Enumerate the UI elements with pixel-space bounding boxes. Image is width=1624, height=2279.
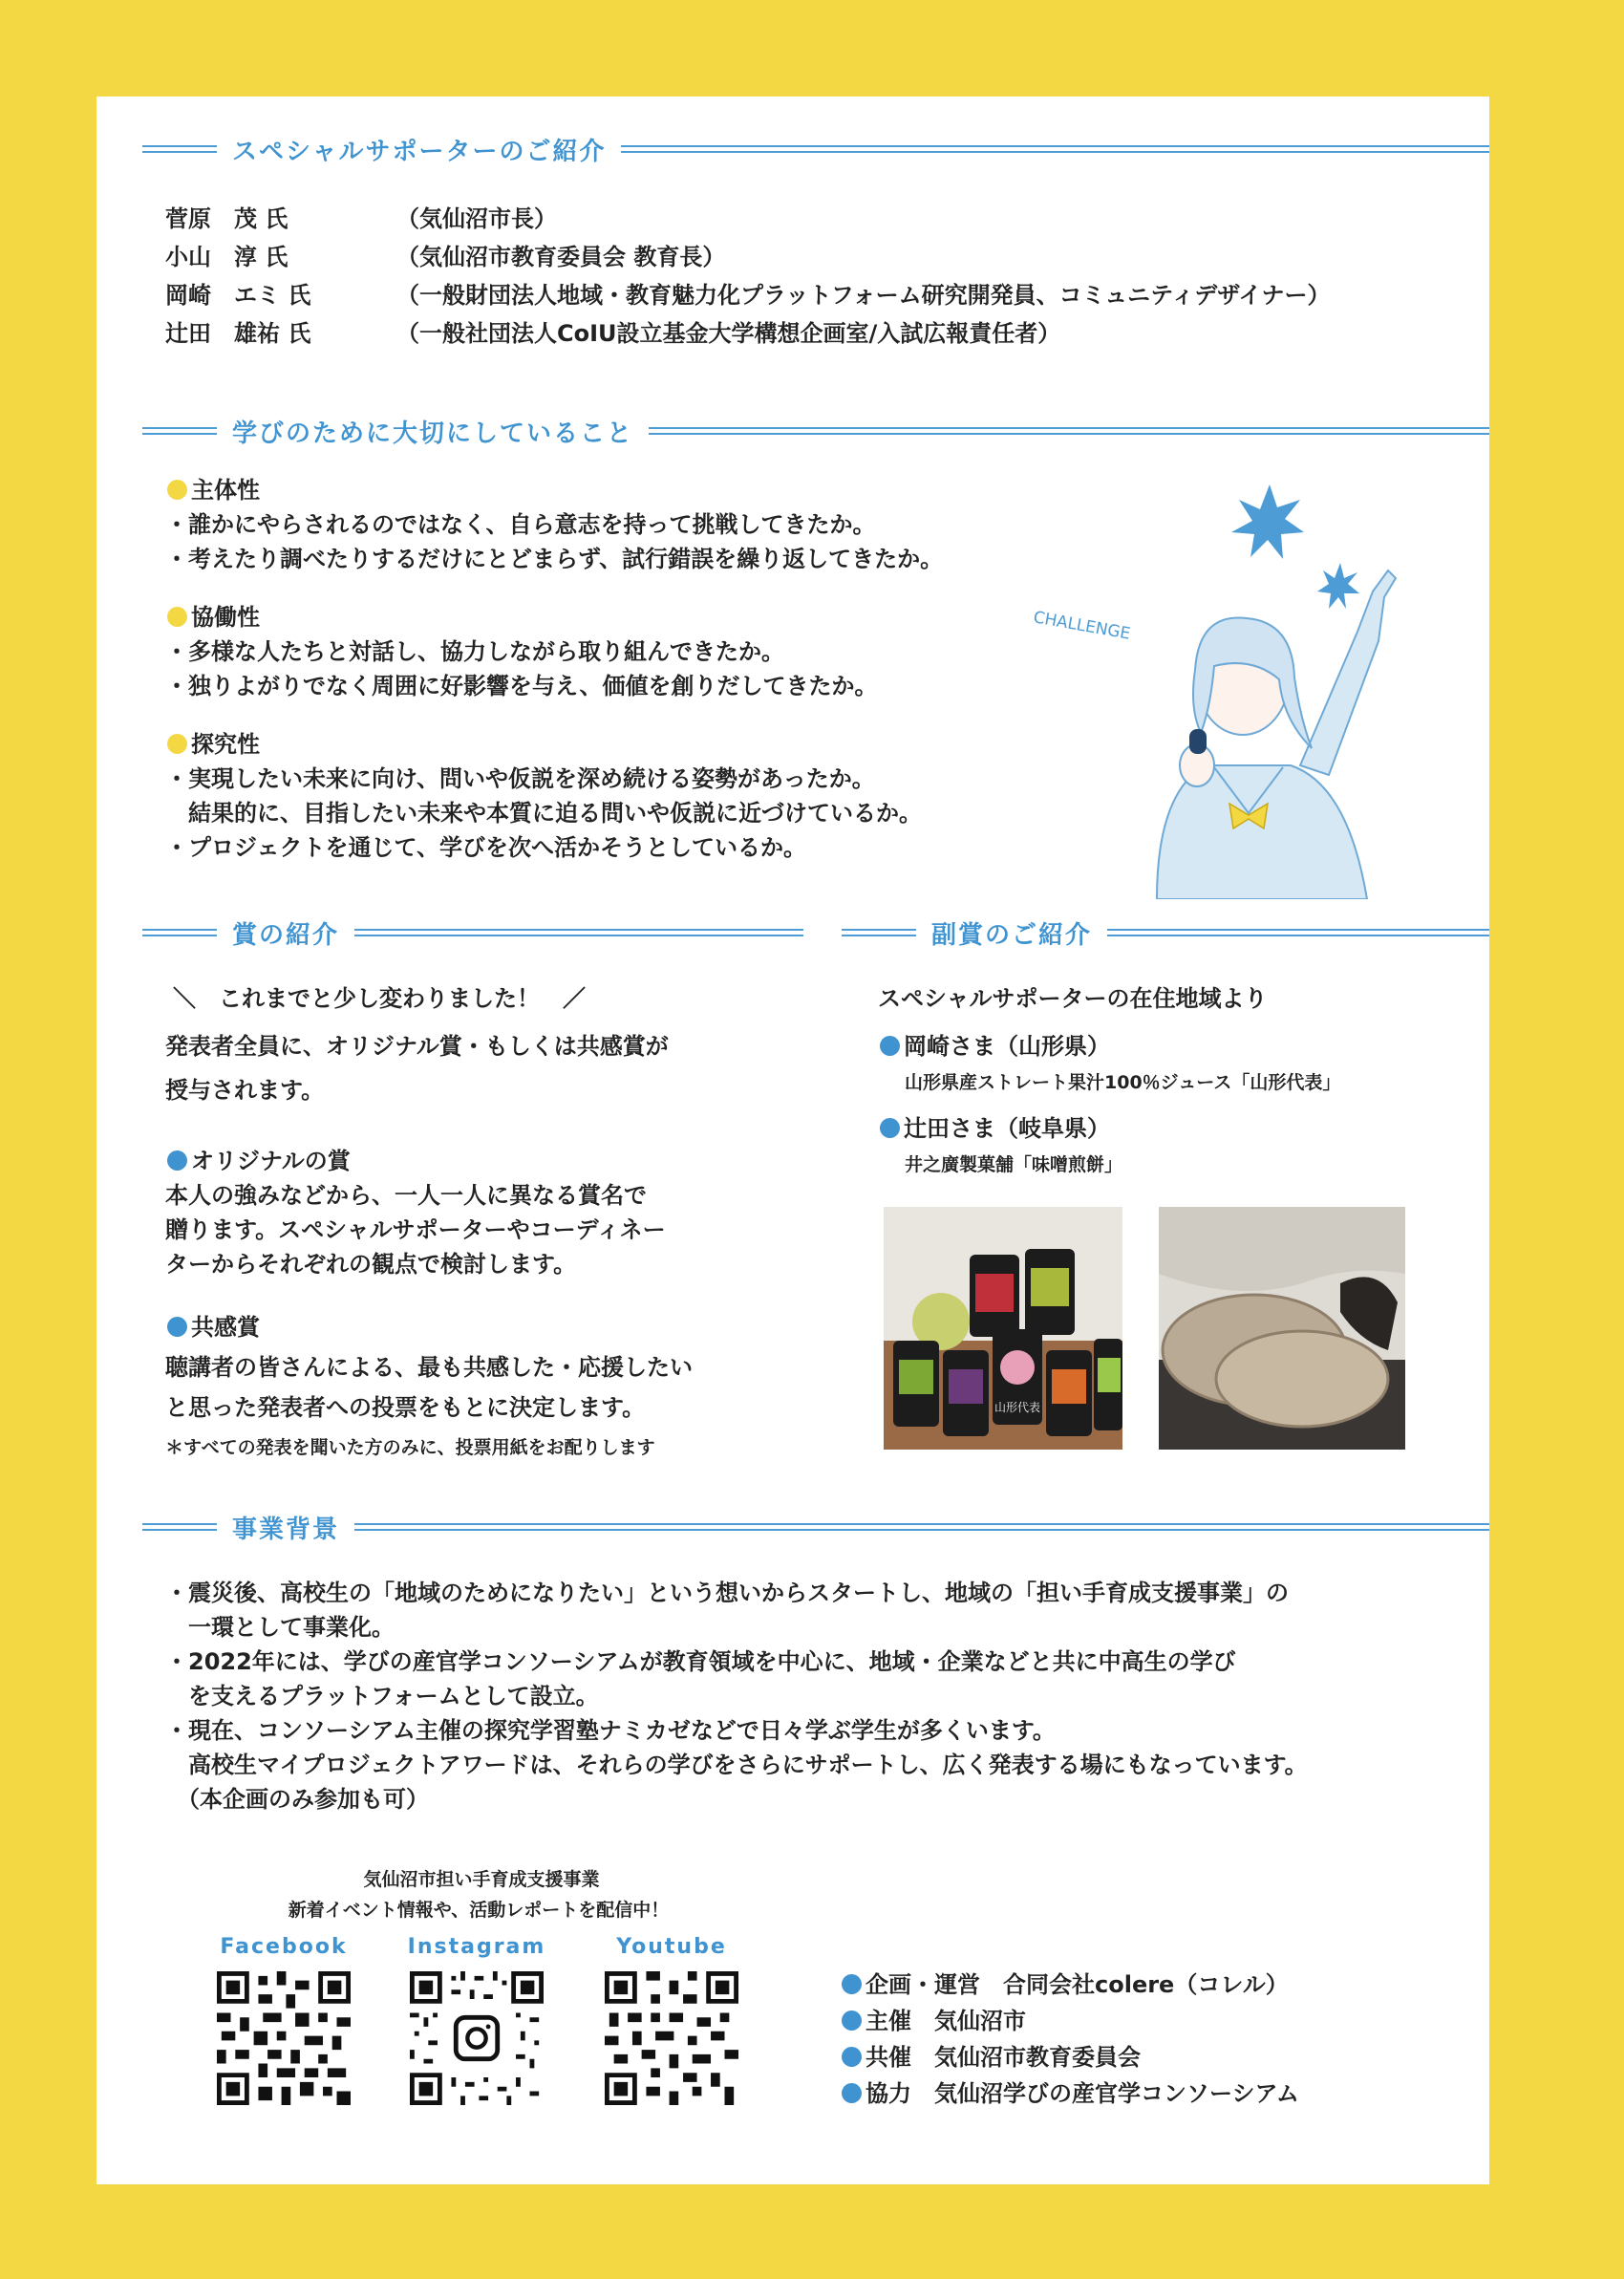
original-award-title: オリジナルの賞	[167, 1144, 351, 1178]
background-heading: 事業背景	[142, 1511, 1489, 1543]
juice-cans-photo	[884, 1207, 1122, 1450]
prizes-intro: スペシャルサポーターの在住地域より	[878, 985, 1268, 1012]
awards-lead-2: 授与されます。	[165, 1077, 325, 1104]
awards-heading: 賞の紹介	[142, 916, 803, 949]
supporter-name-3: 岡崎 エミ 氏	[165, 282, 311, 309]
instagram-qr-code[interactable]	[410, 1971, 544, 2105]
prize-desc-2: 井之廣製菓舗「味噌煎餅」	[905, 1154, 1123, 1175]
voting-note: ＊すべての発表を聞いた方のみに、投票用紙をお配りします	[165, 1437, 655, 1458]
supporters-heading: スペシャルサポーターのご紹介	[142, 133, 1489, 165]
credit-organizer: 主催 気仙沼市	[842, 2004, 1026, 2038]
svg-text:山形代表: 山形代表	[994, 1401, 1041, 1414]
supporter-role-3: （一般財団法人地域・教育魅力化プラットフォーム研究開発員、コミュニティデザイナー）	[396, 282, 1331, 309]
background-line-4: を支えるプラットフォームとして設立。	[165, 1683, 599, 1709]
blue-dot-icon	[842, 1974, 862, 1994]
value-line-3-3: ・プロジェクトを通じて、学びを次へ活かそうとしているか。	[165, 834, 807, 861]
credit-co-organizer: 共催 気仙沼市教育委員会	[842, 2040, 1141, 2075]
prize-title-2: 辻田さま（岐阜県）	[880, 1111, 1110, 1146]
background-line-2: 一環として事業化。	[165, 1614, 395, 1641]
value-line-1-1: ・誰かにやらされるのではなく、自ら意志を持って挑戦してきたか。	[165, 511, 876, 538]
star-icon	[1231, 484, 1304, 559]
yellow-dot-icon	[167, 734, 187, 754]
value-title-2: 協働性	[167, 600, 260, 634]
original-award-line-3: ターからそれぞれの観点で検討します。	[165, 1251, 577, 1278]
value-line-1-2: ・考えたり調べたりするだけにとどまらず、試行錯誤を繰り返してきたか。	[165, 546, 944, 572]
empathy-award-title: 共感賞	[167, 1310, 260, 1344]
blue-dot-icon	[842, 2010, 862, 2031]
supporter-role-1: （気仙沼市長）	[396, 205, 557, 232]
flyer-sheet	[96, 97, 1489, 2184]
credit-planning: 企画・運営 合同会社colere（コレル）	[842, 1967, 1289, 2002]
youtube-label[interactable]: Youtube	[616, 1935, 727, 1959]
value-line-2-1: ・多様な人たちと対話し、協力しながら取り組んできたか。	[165, 638, 784, 665]
values-heading: 学びのために大切にしていること	[142, 415, 1489, 447]
supporter-role-4: （一般社団法人CoIU設立基金大学構想企画室/入試広報責任者）	[396, 320, 1061, 347]
background-line-7: （本企画のみ参加も可）	[165, 1786, 429, 1813]
prize-title-1: 岡崎さま（山形県）	[880, 1029, 1110, 1064]
value-line-3-2: 結果的に、目指したい未来や本質に迫る問いや仮説に近づけているか。	[165, 800, 922, 827]
senbei-photo	[1159, 1207, 1405, 1450]
social-title: 気仙沼市担い手育成支援事業	[363, 1869, 600, 1890]
facebook-label[interactable]: Facebook	[220, 1935, 348, 1959]
blue-dot-icon	[842, 2083, 862, 2103]
star-icon	[1317, 563, 1359, 609]
supporter-name-4: 辻田 雄祐 氏	[165, 320, 311, 347]
prizes-heading: 副賞のご紹介	[842, 916, 1489, 949]
value-title-3: 探究性	[167, 727, 260, 762]
background-line-5: ・現在、コンソーシアム主催の探究学習塾ナミカゼなどで日々学ぶ学生が多くいます。	[165, 1717, 1056, 1744]
instagram-label[interactable]: Instagram	[407, 1935, 546, 1959]
blue-dot-icon	[880, 1118, 900, 1138]
challenge-girl-illustration	[1014, 479, 1463, 899]
credit-cooperation: 協力 気仙沼学びの産官学コンソーシアム	[842, 2076, 1299, 2111]
yellow-dot-icon	[167, 607, 187, 627]
background-line-6: 高校生マイプロジェクトアワードは、それらの学びをさらにサポートし、広く発表する場にもなっています。	[165, 1752, 1308, 1778]
value-line-2-2: ・独りよがりでなく周囲に好影響を与え、価値を創りだしてきたか。	[165, 673, 878, 699]
supporter-name-1: 菅原 茂 氏	[165, 205, 288, 232]
value-title-1: 主体性	[167, 473, 260, 507]
empathy-award-line-2: と思った発表者への投票をもとに決定します。	[165, 1394, 646, 1421]
blue-dot-icon	[167, 1150, 187, 1171]
svg-text:CHALLENGE: CHALLENGE	[1032, 608, 1132, 644]
background-line-3: ・2022年には、学びの産官学コンソーシアムが教育領域を中心に、地域・企業などと共に中高生の学び	[165, 1648, 1236, 1675]
awards-intro: ＼ これまでと少し変わりました！ ／	[173, 985, 586, 1012]
yellow-dot-icon	[167, 480, 187, 500]
original-award-line-2: 贈ります。スペシャルサポーターやコーディネー	[165, 1216, 666, 1243]
supporter-name-2: 小山 淳 氏	[165, 244, 288, 270]
prize-desc-1: 山形県産ストレート果汁100％ジュース「山形代表」	[905, 1072, 1341, 1093]
blue-dot-icon	[167, 1317, 187, 1337]
social-subtitle: 新着イベント情報や、活動レポートを配信中！	[288, 1900, 670, 1921]
blue-dot-icon	[842, 2047, 862, 2067]
facebook-qr-code[interactable]	[217, 1971, 351, 2105]
supporter-role-2: （気仙沼市教育委員会 教育長）	[396, 244, 726, 270]
awards-lead-1: 発表者全員に、オリジナル賞・もしくは共感賞が	[165, 1033, 669, 1060]
youtube-qr-code[interactable]	[605, 1971, 738, 2105]
empathy-award-line-1: 聴講者の皆さんによる、最も共感した・応援したい	[165, 1354, 693, 1381]
blue-dot-icon	[880, 1036, 900, 1056]
background-line-1: ・震災後、高校生の「地域のためになりたい」という想いからスタートし、地域の「担い手育成支援事業」の	[165, 1580, 1289, 1606]
original-award-line-1: 本人の強みなどから、一人一人に異なる賞名で	[165, 1182, 647, 1209]
value-line-3-1: ・実現したい未来に向け、問いや仮説を深め続ける姿勢があったか。	[165, 765, 875, 792]
